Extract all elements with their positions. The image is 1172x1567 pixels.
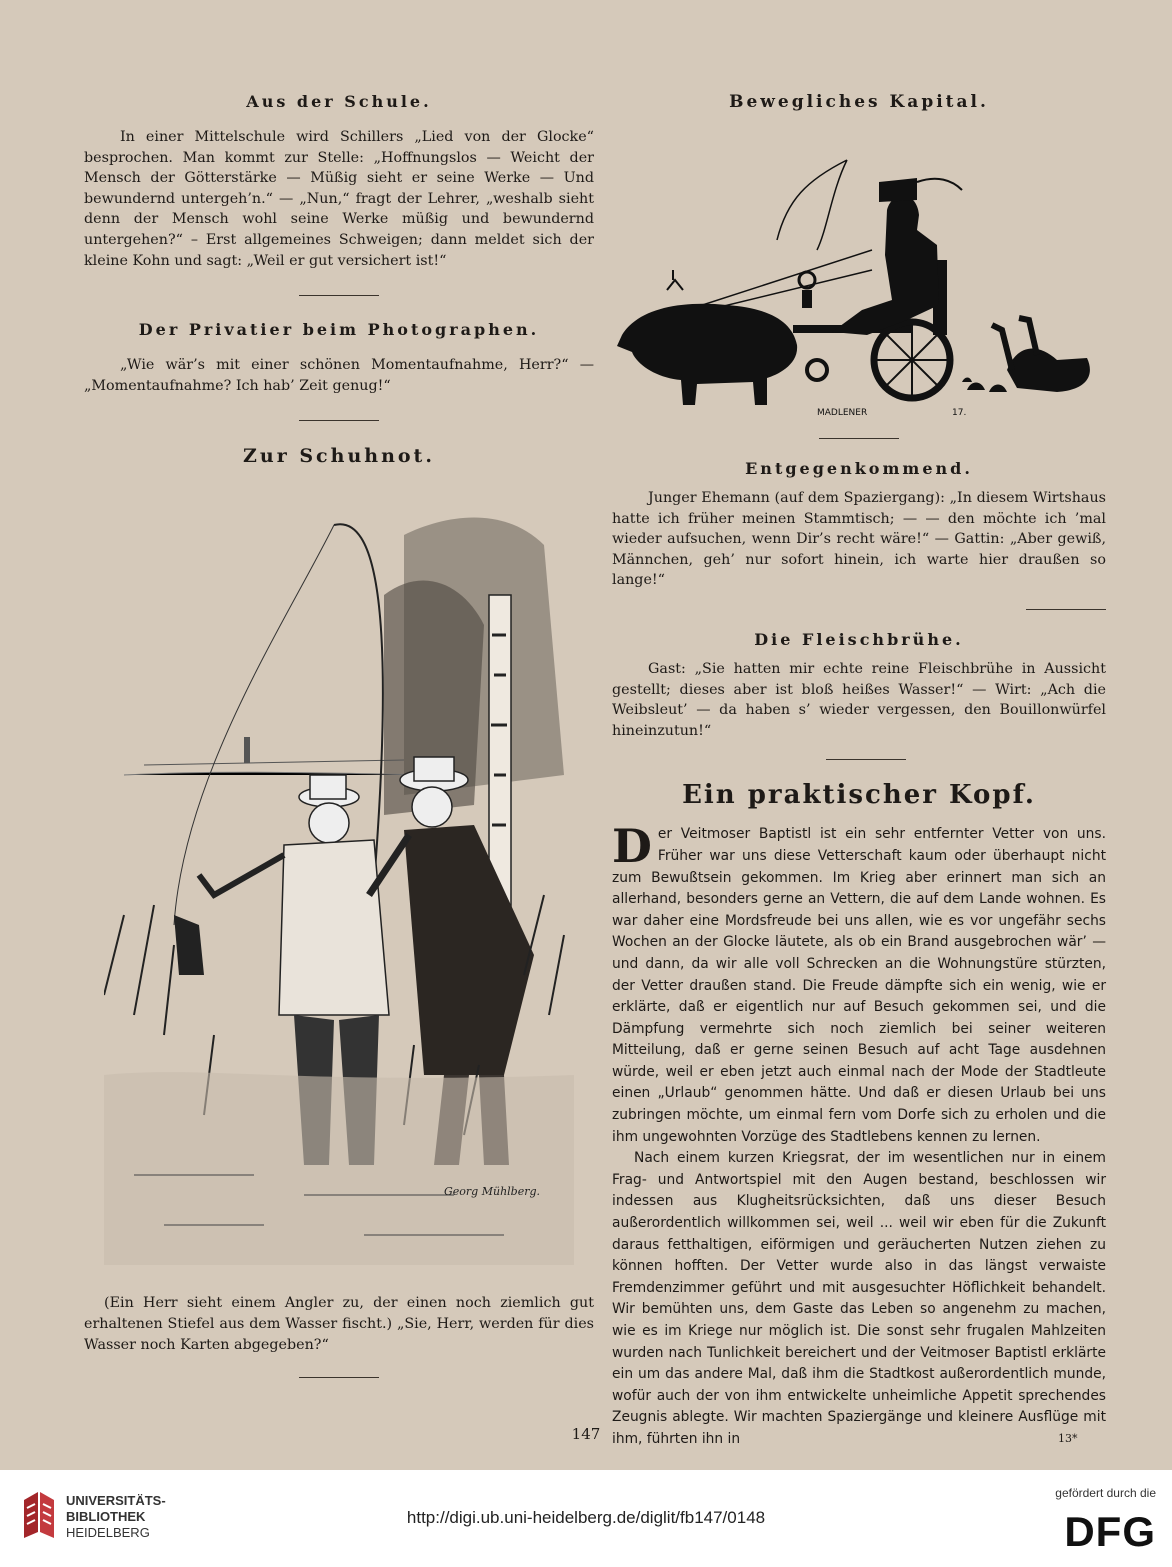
article-title-kopf: Ein praktischer Kopf. (682, 780, 1036, 811)
pig-cart-silhouette (617, 120, 1101, 420)
divider (1026, 609, 1106, 610)
signature-mark: 13* (1058, 1432, 1078, 1445)
right-column (612, 86, 1106, 1451)
divider (299, 420, 379, 421)
divider (299, 295, 379, 296)
anecdote-entgegen: Junger Ehemann (auf dem Spaziergang): „In diesem Wirtshaus hatte ich früher meinen Stammtisch; — — den möchte ich ’mal wieder aufsuchen, wenn Dir’s recht wäre!“ — Gattin: „Aber gewiß, Männchen, geh’ nur sofort hinein, ich warte hier draußen so lange!“ (612, 490, 1106, 589)
divider (826, 759, 906, 760)
funding-note: gefördert durch die (1055, 1486, 1156, 1500)
section-title-schuhnot: Zur Schuhnot. (243, 445, 435, 468)
left-column (84, 86, 594, 1402)
drop-cap: D (612, 819, 652, 874)
viewer-footer (0, 1470, 1172, 1567)
section-title-privatier: Der Privatier beim Photographen. (138, 320, 540, 340)
divider (819, 438, 899, 439)
anecdote-fleisch: Gast: „Sie hatten mir echte reine Fleischbrühe in Aussicht gestellt; dieses aber ist bloß heißes Wasser!“ — Wirt: „Ach die Weibsleut’ — da haben s’ wieder vergessen, den Bouillonwürfel hineinzutun!“ (612, 660, 1106, 739)
institution-name[interactable]: UNIVERSITÄTS- BIBLIOTHEK HEIDELBERG (66, 1493, 166, 1540)
dfg-logo[interactable]: DFG (1064, 1508, 1156, 1555)
article-paragraph: Nach einem kurzen Kriegsrat, der im wesentlichen nur in einem Frag- und Antwortspiel mit den Augen bestand, beschlossen wir indessen aus Klugheitsrücksichten, daß uns dieser Besuch außerordentlich willkommen sei, weil ... weil wir eben für die Zukunft daraus fetthaltigen, eiförmigen und geräucherten Nutzen ziehen zu können hofften. Der Vetter wurde also in das längst verwaiste Fremdenzimmer geführt und mit ausgesuchter Höflichkeit behandelt. Wir bemühten uns, dem Gaste das Leben so angenehm zu machen, wie es im Kriege nur möglich ist. Die sonst sehr frugalen Mahlzeiten wurden nach Tunlichkeit bereichert und der Veitmoser Baptistl erklärte ein um das andere Mal, daß ihm die Stadtkost außerordentlich munde, wofür auch der von ihm entwickelte unheimliche Appetit sprechendes Zeugnis ablegte. Wir machten Spaziergänge und kleinere Ausflüge mit ihm, führten ihn in (612, 1150, 1106, 1447)
page-number: 147 (571, 1425, 601, 1443)
permalink-url[interactable]: http://digi.ub.uni-heidelberg.de/diglit/fb147/0148 (406, 1508, 766, 1527)
section-title-fleisch: Die Fleischbrühe. (754, 629, 964, 649)
article-body-kopf (612, 819, 1106, 1450)
artist-signature: MADLENER (817, 408, 868, 418)
anecdote-schule: In einer Mittelschule wird Schillers „Lied von der Glocke“ besprochen. Man kommt zur Stelle: „Hoffnungslos — Weicht der Mensch der Götterstärke — Müßig sieht er seine Werke — Und bewundernd untergeh’n.“ — „Nun,“ fragt der Lehrer, „weshalb sieht denn der Mensch wohl seine Werke müßig und bewundernd untergehen?“ – Erst allgemeines Schweigen; dann meldet sich der kleine Kohn und sagt: „Weil er gut versichert ist!“ (84, 129, 594, 269)
divider (299, 1377, 379, 1378)
section-title-kapital: Bewegliches Kapital. (729, 92, 989, 112)
illustrator-signature: Georg Mühlberg. (444, 1185, 541, 1199)
section-title-schule: Aus der Schule. (246, 92, 432, 111)
article-paragraph: Der Veitmoser Baptistl ist ein sehr entfernter Vetter von uns. Früher war uns diese Vetterschaft kaum oder überhaupt nicht zum Bewußtsein gekommen. Im Krieg aber erinnert man sich an allerhand, besonders gerne an Vettern, die auf dem Lande wohnen. Es war daher eine Mordsfreude bei uns allen, wie es vor ungefähr sechs Wochen an der Glocke läutete, als ob ein Brand ausgebrochen wär’ — und dann, da wir alle voll Schrecken an die Wohnungstüre stürzten, der Vetter draußen stand. Die Freude dämpfte sich ein wenig, wie er erklärte, daß er eigentlich nur auf Besuch gekommen sei, und die Dämpfung vermehrte sich noch ziemlich bei seiner weiteren Mitteilung, daß er gerne seinen Besuch auf acht Tage ausdehnen würde, weil er eben jetzt auch einmal nach der Mode der Stadtleute einen „Urlaub“ genommen hätte. Und daß er diesen Urlaub bei uns zubringen möchte, um einmal fern vom Dorfe sich zu erholen und die ihm ungewohnten Vorzüge des Stadtlebens kennen zu lernen. (612, 819, 1106, 1145)
illustration-caption: (Ein Herr sieht einem Angler zu, der einen noch ziemlich gut erhaltenen Stiefel aus dem Wasser fischt.) „Sie, Herr, werden für dies Wasser noch Karten abgegeben?“ (84, 1295, 594, 1353)
anecdote-privatier: „Wie wär’s mit einer schönen Momentaufnahme, Herr?“ — „Momentaufnahme? Ich hab’ Zeit genug!“ (84, 357, 594, 394)
section-title-entgegen: Entgegenkommend. (745, 459, 973, 478)
angler-illustration (104, 475, 574, 1265)
artist-year: 17. (952, 408, 967, 418)
